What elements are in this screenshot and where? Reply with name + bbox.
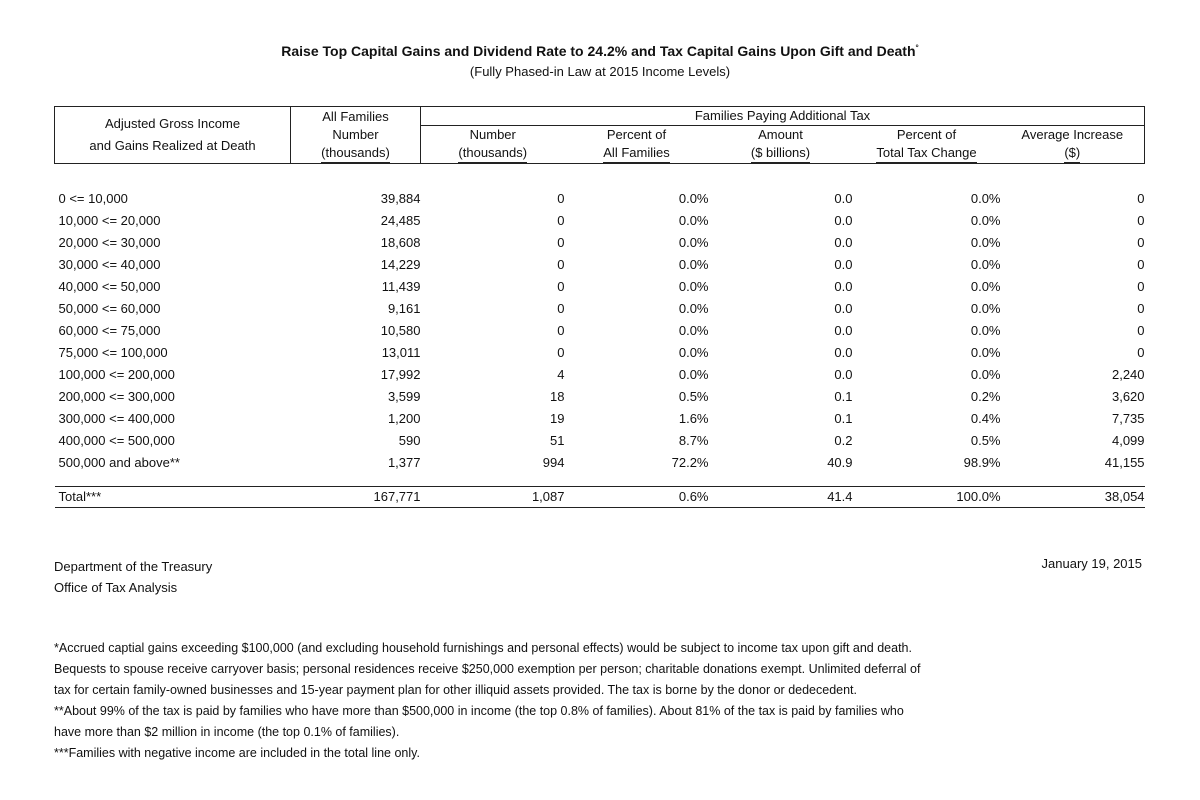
footnote-line: tax for certain family-owned businesses and 15-year payment plan for other illiquid assets provided. The tax is borne by the donor or dedecedent.	[54, 683, 858, 697]
table-row: 20,000 <= 30,000 18,608 0 0.0% 0.0 0.0% 0	[58, 235, 1145, 250]
header-percent-all: Percent of All Families	[565, 126, 709, 164]
header-percent-total: Percent of Total Tax Change	[853, 126, 1001, 164]
footnote-line: Bequests to spouse receive carryover basis; personal residences receive $250,000 exemption per person; charitable donations exempt. Unlimited deferral of	[54, 662, 921, 676]
table-body	[55, 164, 1145, 508]
header-agi: Adjusted Gross Income and Gains Realized at Death	[55, 107, 291, 164]
footnote-line: ***Families with negative income are included in the total line only.	[54, 746, 420, 760]
table-row: 60,000 <= 75,000 10,580 0 0.0% 0.0 0.0% 0	[58, 323, 1145, 338]
footnote-line: *Accrued captial gains exceeding $100,000 (and excluding household furnishings and personal effects) would be subject to income tax upon gift and death.	[54, 641, 912, 655]
table-row: 40,000 <= 50,000 11,439 0 0.0% 0.0 0.0% 0	[58, 279, 1145, 294]
header-avg-increase: Average Increase ($)	[1001, 126, 1145, 164]
table-header	[55, 107, 1145, 164]
table-row: 100,000 <= 200,000 17,992 4 0.0% 0.0 0.0% 2,240	[58, 367, 1145, 382]
total-row: Total*** 167,771 1,087 0.6% 41.4 100.0% 38,054	[55, 487, 1145, 508]
table-row: 10,000 <= 20,000 24,485 0 0.0% 0.0 0.0% 0	[58, 213, 1145, 228]
report-date: January 19, 2015	[1041, 556, 1142, 571]
table-subtitle: (Fully Phased-in Law at 2015 Income Levels)	[469, 64, 731, 79]
data-table	[54, 106, 1145, 508]
table-row: 500,000 and above** 1,377 994 72.2% 40.9 98.9% 41,155	[58, 455, 1145, 470]
footnotes	[54, 638, 1154, 764]
footnote-line: have more than $2 million in income (the top 0.1% of families).	[54, 725, 400, 739]
table-row: 50,000 <= 60,000 9,161 0 0.0% 0.0 0.0% 0	[58, 301, 1145, 316]
table-row: 0 <= 10,000 39,884 0 0.0% 0.0 0.0% 0	[58, 191, 1145, 206]
title-footnote-marker: °	[915, 43, 919, 53]
table-row: 400,000 <= 500,000 590 51 8.7% 0.2 0.5% 4,099	[58, 433, 1145, 448]
table-row: 300,000 <= 400,000 1,200 19 1.6% 0.1 0.4% 7,735	[58, 411, 1145, 426]
table-title: Raise Top Capital Gains and Dividend Rate to 24.2% and Tax Capital Gains Upon Gift and Death°	[281, 43, 919, 59]
footnote-line: **About 99% of the tax is paid by families who have more than $500,000 in income (the top 0.8% of families). About 81% of the tax is paid by families who	[54, 704, 904, 718]
header-all-families: All Families Number (thousands)	[291, 107, 421, 164]
table-row: 200,000 <= 300,000 3,599 18 0.5% 0.1 0.2% 3,620	[58, 389, 1145, 404]
header-amount: Amount ($ billions)	[709, 126, 853, 164]
table-row: 30,000 <= 40,000 14,229 0 0.0% 0.0 0.0% 0	[58, 257, 1145, 272]
header-group-paying: Families Paying Additional Tax	[421, 107, 1145, 126]
header-number: Number (thousands)	[421, 126, 565, 164]
table-row: 75,000 <= 100,000 13,011 0 0.0% 0.0 0.0% 0	[58, 345, 1145, 360]
source-credit: Department of the Treasury Office of Tax Analysis	[54, 559, 213, 595]
